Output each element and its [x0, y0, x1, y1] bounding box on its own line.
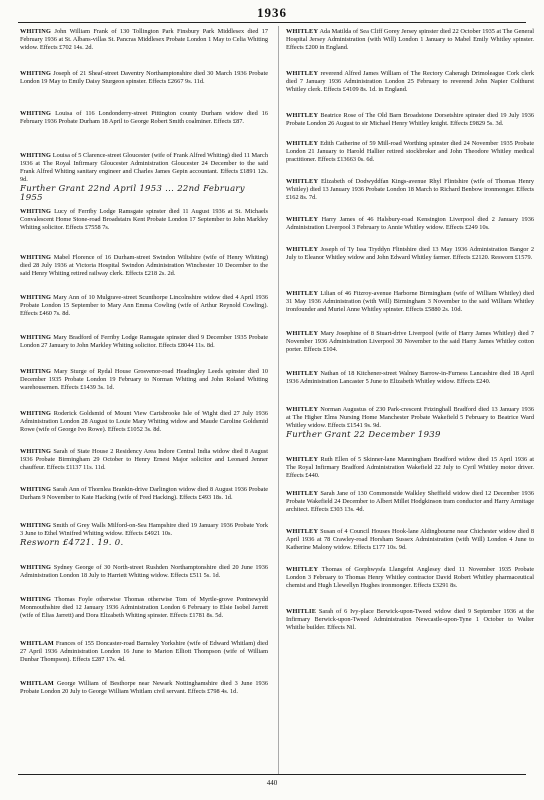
- entry-text: Louisa of 5 Clarence-street Gloucester (wife of Frank Alfred Whiting) died 11 March 1936 at The Royal Infirmary Gloucester Administration Gloucester 24 December to the said Frank Alfred Whiting sanitary engineer and Charles James Gepin accountant. Effects £1891 12s. 9d.: [20, 152, 268, 183]
- entry-text: Sydney George of 30 North-street Rushden Northamptonshire died 20 June 1936 Administration London 18 July to Harriett Whiting widow. Effects £511 5s. 1d.: [20, 564, 268, 579]
- handwritten-annotation: Further Grant 22nd April 1953 ... 22nd February 1955: [20, 183, 245, 203]
- entry-surname: WHITING: [20, 208, 52, 215]
- register-entry: [20, 522, 268, 548]
- register-entry: [20, 254, 268, 278]
- register-entry: [286, 566, 534, 590]
- handwritten-annotation: Resworn £4721. 19. 0.: [20, 537, 124, 548]
- register-entry: [20, 334, 268, 350]
- entry-surname: WHITLAM: [20, 640, 54, 647]
- register-entry: [286, 290, 534, 314]
- entry-text: Susan of 4 Council Houses Hook-lane Aldingbourne near Chichester widow died 8 April 1936 at 78 Crawley-road Horsham Sussex Administration (with Will) London 4 June to Katherine Malony widow. Effects £177 10s. 9d.: [286, 528, 534, 551]
- entry-text: Ruth Ellen of 5 Skinner-lane Manningham Bradford widow died 15 April 1936 at The Royal Infirmary Bradford Administration Wakefield 22 July to Cyril Whitley motor driver. Effects £440.: [286, 456, 534, 479]
- register-entry: [20, 486, 268, 502]
- entry-surname: WHITLEY: [286, 140, 319, 147]
- entry-surname: WHITLEY: [286, 246, 319, 253]
- entry-surname: WHITING: [20, 70, 52, 77]
- header-rule: [18, 22, 526, 23]
- entry-surname: WHITLEY: [286, 70, 319, 77]
- entry-surname: WHITING: [20, 522, 52, 529]
- entry-surname: WHITLEY: [286, 112, 319, 119]
- entry-surname: WHITING: [20, 368, 52, 375]
- page-year: 1936: [257, 5, 287, 20]
- entry-surname: WHITLEY: [286, 370, 319, 377]
- entry-text: Beatrice Rose of The Old Barn Broadstone Dorsetshire spinster died 19 July 1936 Probate London 26 August to sir Michael Henry Whitley knight. Effects £9829 5s. 3d.: [286, 112, 534, 127]
- entry-surname: WHITING: [20, 564, 52, 571]
- register-entry: [20, 294, 268, 318]
- entry-surname: WHITING: [20, 152, 52, 159]
- register-entry: [286, 608, 534, 632]
- register-entry: [286, 528, 534, 552]
- entry-surname: WHITLIE: [286, 608, 317, 615]
- entry-text: Sarah of State House 2 Residency Area Indore Central India widow died 8 August 1936 Probate Birmingham 29 October to Henry Ernest Major solicitor and Leonard Jenner chauffeur. Effects £1137 11s. 11d.: [20, 448, 268, 471]
- register-entry: [286, 370, 534, 386]
- entry-text: Harry James of 46 Halsbury-road Kensington Liverpool died 2 January 1936 Administration Liverpool 3 February to Annie Whitley widow. Effects £249 10s.: [286, 216, 534, 231]
- register-entry: [20, 448, 268, 472]
- entry-text: Elizabeth of Dodwyddfan Kings-avenue Rhyl Flintshire (wife of Thomas Henry Whitley) died 13 January 1936 Probate London 18 March to Richard Benbow ironmonger. Effects £162 8s. 7d.: [286, 178, 534, 201]
- entry-surname: WHITLEY: [286, 566, 319, 573]
- entry-surname: WHITLEY: [286, 28, 319, 35]
- entry-surname: WHITING: [20, 448, 52, 455]
- entry-surname: WHITLEY: [286, 528, 319, 535]
- entry-text: George William of Besthorpe near Newark Nottinghamshire died 3 June 1936 Probate London 20 July to George William Whitlam civil servant. Effects £798 4s. 1d.: [20, 680, 268, 695]
- register-entry: [20, 596, 268, 620]
- register-entry: [20, 564, 268, 580]
- entry-text: Sarah Jane of 130 Commonside Walkley Sheffield widow died 12 December 1936 Probate Wakefield 24 December to Albert Millet Hodgkinson tram conductor and Harry Armitage architect. Effects £303 13s. 4d.: [286, 490, 534, 513]
- register-entry: [20, 28, 268, 52]
- entry-text: Ada Matilda of Sea Cliff Gorey Jersey spinster died 22 October 1935 at The General Hospital Jersey Administration (with Will) London 1 January to Mabel Emily Whitley spinster. Effects £200 in England.: [286, 28, 534, 51]
- entry-surname: WHITING: [20, 596, 52, 603]
- register-entry: [286, 406, 534, 440]
- entry-text: Mary Bradford of Ferriby Lodge Ramsgate spinster died 9 December 1935 Probate London 27 January to John Markley Whiting solicitor. Effects £8044 11s. 8d.: [20, 334, 268, 349]
- register-entry: [20, 410, 268, 434]
- register-entry: [286, 246, 534, 262]
- entry-surname: WHITLEY: [286, 178, 319, 185]
- register-entry: [286, 456, 534, 480]
- entry-text: Mary Sturge of Rydal House Grosvenor-road Headingley Leeds spinster died 10 December 1935 Probate London 19 February to Norman Whiting and John Roland Whiting warehousemen. Effects £1439 3s. 1d.: [20, 368, 268, 391]
- entry-text: Louisa of 116 Londonderry-street Pittington county Durham widow died 16 February 1936 Probate Durham 18 April to George Robert Smith coalminer. Effects £87.: [20, 110, 268, 125]
- entry-surname: WHITLEY: [286, 490, 319, 497]
- entry-surname: WHITLEY: [286, 406, 319, 413]
- column-divider: [278, 26, 279, 774]
- entry-surname: WHITLEY: [286, 290, 319, 297]
- register-entry: [286, 216, 534, 232]
- entry-text: Smith of Grey Walls Milford-on-Sea Hampshire died 19 January 1936 Probate York 3 June to Ethel Winifred Whiting widow. Effects £4921 10s.: [20, 522, 268, 537]
- register-entry: [20, 152, 268, 203]
- entry-text: Edith Catherine of 59 Mill-road Worthing spinster died 24 November 1935 Probate London 21 January to Harold Hallier retired stockbroker and John Theodore Whitley medical practitioner. Effects £13663 0s. 6d.: [286, 140, 534, 163]
- entry-text: Thomas Foyle otherwise Thomas otherwise Tom of Myrtle-grove Pontnewydd Monmouthshire died 12 January 1936 Administration London 6 February to Elsie Isobel Jarrett (wife of Elias Jarrett) and Dora Elizabeth Whiting spinster. Effects £1781 8s. 5d.: [20, 596, 268, 619]
- entry-text: Roderick Goldsmid of Mount View Carisbrooke Isle of Wight died 27 July 1936 Administration London 28 August to Louie Mary Whiting widow and Maude Caroline Goldsmid Rowe (wife of George Ivo Rowe). Effects £1052 3s. 8d.: [20, 410, 268, 433]
- entry-text: Sarah of 6 Ivy-place Berwick-upon-Tweed widow died 9 September 1936 at the Infirmary Berwick-upon-Tweed Administration Newcastle-upon-Tyne 1 October to Walter Whitlie builder. Effects Nil.: [286, 608, 534, 631]
- entry-text: Frances of 155 Doncaster-road Barnsley Yorkshire (wife of Edward Whitlam) died 27 April 1936 Administration London 16 June to Marion Elliott Thompson (wife of William Dunbar Thompson). Effects £287 17s. 4d.: [20, 640, 268, 663]
- register-entry: [20, 70, 268, 86]
- entry-text: Mary Josephine of 8 Stuart-drive Liverpool (wife of Harry James Whitley) died 7 November 1936 Administration Liverpool 30 November to the said Harry James Whitley cotton porter. Effects £104.: [286, 330, 534, 353]
- entry-text: John William Frank of 130 Tollington Park Finsbury Park Middlesex died 17 February 1936 at St. Albans-villas St. Pancras Middlesex Probate London 1 May to Celia Whiting widow. Effects £702 14s. 2d.: [20, 28, 268, 51]
- entry-text: reverend Alfred James William of The Rectory Caheragh Drimoleague Cork clerk died 7 January 1936 Administration London 25 February to reverend John Napier Colthurst Whitley clerk. Effects £4109 8s. 1d. in England.: [286, 70, 534, 93]
- register-entry: [286, 490, 534, 514]
- entry-text: Nathan of 18 Kitchener-street Walney Barrow-in-Furness Lancashire died 18 April 1936 Administration Lancaster 5 June to Elizabeth Whitley widow. Effects £240.: [286, 370, 534, 385]
- entry-surname: WHITLAM: [20, 680, 54, 687]
- register-entry: [286, 112, 534, 128]
- entry-surname: WHITLEY: [286, 216, 319, 223]
- entry-surname: WHITING: [20, 110, 52, 117]
- entry-surname: WHITING: [20, 410, 52, 417]
- entry-text: Joseph of Ty Issa Tryddyn Flintshire died 13 May 1936 Administration Bangor 2 July to Eleanor Whitley widow and John Edward Whitley farmer. Effects £2120. Resworn £1579.: [286, 246, 534, 261]
- entry-surname: WHITLEY: [286, 330, 319, 337]
- page-number: 440: [266, 779, 278, 787]
- register-entry: [20, 640, 268, 664]
- register-entry: [286, 178, 534, 202]
- register-entry: [20, 208, 268, 232]
- entry-text: Lucy of Ferriby Lodge Ramsgate spinster died 11 August 1936 at St. Michaels Convalescent Home Stone-road Broadstairs Kent Probate London 17 September to John Markley Whiting solicitor. Effects £7558 7s.: [20, 208, 268, 231]
- register-entry: [286, 28, 534, 52]
- register-entry: [20, 368, 268, 392]
- entry-text: Sarah Ann of Thornlea Brankin-drive Darlington widow died 8 August 1936 Probate Durham 9 November to Kate Hacking (wife of Fred Hacking). Effects £493 18s. 1d.: [20, 486, 268, 501]
- register-entry: [286, 140, 534, 164]
- entry-surname: WHITING: [20, 294, 52, 301]
- register-entry: [286, 70, 534, 94]
- register-entry: [20, 110, 268, 126]
- entry-text: Lilian of 46 Fitzroy-avenue Harborne Birmingham (wife of William Whitley) died 31 May 1936 Administration (with Will) Birmingham 3 November to the said William Whitley ironfounder and Muriel Anne Whitley spinster. Effects £5880 2s. 10d.: [286, 290, 534, 313]
- entry-surname: WHITING: [20, 334, 52, 341]
- entry-text: Joseph of 21 Sheaf-street Daventry Northamptonshire died 30 March 1936 Probate London 19 May to Emily Daisy Sturgeon spinster. Effects £2667 9s. 11d.: [20, 70, 268, 85]
- entry-text: Norman Augustus of 230 Park-crescent Frizinghall Bradford died 13 January 1936 at The Higher Elms Nursing Home Manchester Probate Wakefield 5 February to Beatrice Ward Whitley widow. Effects £1541 9s. 9d.: [286, 406, 534, 429]
- entry-surname: WHITING: [20, 486, 52, 493]
- handwritten-annotation: Further Grant 22 December 1939: [286, 429, 441, 440]
- entry-surname: WHITING: [20, 28, 52, 35]
- entry-text: Mabel Florence of 16 Durham-street Swindon Wiltshire (wife of Henry Whiting) died 28 July 1936 at Victoria Hospital Swindon Administration Winchester 10 December to the said Henry Whiting retired railway clerk. Effects £218 2s. 2d.: [20, 254, 268, 277]
- entry-text: Thomas of Gorphwysfa Llangefni Anglesey died 11 November 1935 Probate London 3 February to Thomas Henry Whitley contractor David Robert Whitley pharmaceutical chemist and Hugh Llewellyn Hughes ironmonger. Effects £3291 8s.: [286, 566, 534, 589]
- entry-surname: WHITING: [20, 254, 52, 261]
- entry-text: Mary Ann of 10 Mulgrave-street Scunthorpe Lincolnshire widow died 4 April 1936 Probate London 15 September to Mary Ann Emma Cowling (wife of Arthur Reynold Cowling). Effects £460 7s. 8d.: [20, 294, 268, 317]
- register-entry: [286, 330, 534, 354]
- register-entry: [20, 680, 268, 696]
- footer-rule: [18, 774, 526, 775]
- entry-surname: WHITLEY: [286, 456, 319, 463]
